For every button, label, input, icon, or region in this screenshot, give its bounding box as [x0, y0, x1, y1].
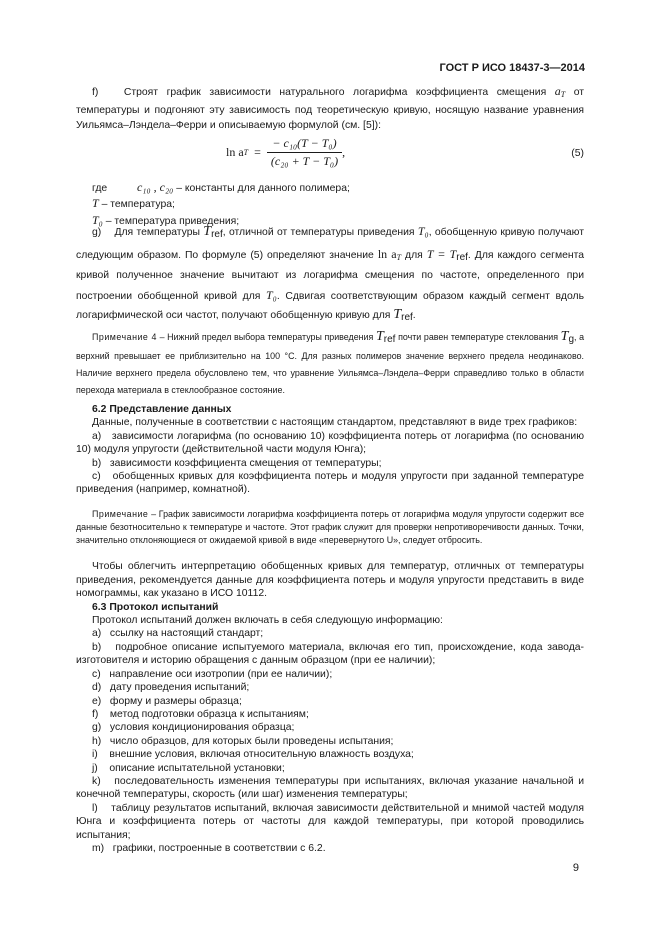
sections-6-2-6-3	[76, 403, 584, 855]
note-4-text-2: почти равен температуре стеклования	[398, 332, 559, 342]
para-g-text-1: g) Для температуры	[92, 227, 200, 238]
note-4-g-sub: g	[568, 334, 575, 345]
formula-lhs-sub: T	[243, 147, 249, 157]
page-number: 9	[572, 862, 579, 874]
note-4-label: Примечание 4	[92, 332, 157, 342]
paragraph-f	[76, 84, 584, 134]
para-g-Tref: T	[203, 224, 212, 239]
formula-denominator: (c₂₀ + T − T₀)	[270, 154, 339, 168]
list-item: k) последовательность изменения температуры при испытаниях, включая указание начальной и конечной температуры, скорость (или шаг) изменения температуры;	[76, 775, 584, 801]
para-g-text-6: . Сдвигая соответствующим образом каждый сегмент вдоль логарифмической оси частот, получают обобщенную кривую для	[76, 290, 584, 321]
para-g-T0b: T₀	[266, 287, 277, 302]
where-T0-desc: – температура приведения;	[105, 215, 240, 227]
symbol-a-sub: T	[560, 90, 566, 99]
formula-5	[76, 134, 584, 180]
para-g-text-2: , отличной от температуры приведения	[222, 227, 415, 238]
note-4-Tg: T	[560, 329, 569, 344]
para-g-TeqTref-sub: ref	[456, 251, 468, 263]
formula-equals: =	[254, 144, 261, 159]
list-item: g) условия кондиционирования образца;	[92, 722, 295, 734]
note-4-text-3: , а верхний превышает ее приблизительно на 100 °С. Для разных полимеров значение верхнего предела неодинаково. Наличие верхнего предела обусловлено тем, что уравнение Уильямса–Лэндела–Ферри справедливо только в области перехода материала в стеклообразное состояние.	[76, 332, 585, 395]
para-g-text-4: для	[405, 249, 423, 261]
section-6-3-intro: Протокол испытаний должен включать в себя следующую информацию:	[92, 615, 443, 627]
where-T0-symbol: T₀	[92, 212, 103, 227]
para-g-Tref2: T	[393, 307, 402, 322]
formula-fraction	[267, 136, 342, 170]
note-4-text-1: – Нижний предел выбора температуры приведения	[159, 332, 374, 342]
para-f-text-2: от температуры и подгоняют эту зависимость под теоретическую кривую, носящую название уравнения Уильямса–Лэндела–Ферри и описываемую формулой (см. [5]):	[76, 87, 585, 131]
list-item: j) описание испытательной установки;	[92, 762, 285, 774]
where-T-line	[76, 196, 584, 213]
symbol-a: a	[554, 84, 561, 98]
list-item: b) подробное описание испытуемого материала, включая его тип, происхождение, кода завода-изготовителя и историю обращения с данным образцом (при ее наличии);	[76, 641, 584, 667]
section-6-2-intro: Данные, полученные в соответствии с настоящим стандартом, представляют в виде трех графиков:	[92, 417, 578, 429]
list-item: l) таблицу результатов испытаний, включая зависимости действительной и мнимой частей модуля Юнга и коэффициента потерь от частоты для каждой температуры, при которой проводились испытания;	[76, 802, 584, 841]
list-item: f) метод подготовки образца к испытаниям;	[92, 708, 309, 720]
paragraph-g-block	[76, 222, 584, 328]
para-g-ref-sub: ref	[211, 229, 223, 240]
section-6-3-title: 6.3 Протокол испытаний	[92, 601, 219, 613]
list-item: i) внешние условия, включая относительную влажность воздуха;	[92, 749, 414, 761]
note-4	[76, 328, 584, 399]
where-T-symbol: T	[92, 196, 99, 210]
list-item: e) форму и размеры образца;	[92, 695, 242, 707]
para-g-T0: T₀	[417, 224, 429, 238]
formula-lhs: ln a	[226, 144, 244, 159]
where-c-symbols: c₁₀ , c₂₀	[136, 179, 174, 194]
formula-body	[226, 136, 345, 170]
where-c-desc: – константы для данного полимера;	[176, 182, 350, 194]
note-4-block	[76, 328, 584, 399]
list-item: h) число образцов, для которых были проведены испытания;	[92, 735, 394, 747]
list-item: m) графики, построенные в соответствии с 6.2.	[92, 842, 326, 854]
document-header: ГОСТ Р ИСО 18437-3—2014	[439, 62, 585, 74]
para-g-ref2-sub: ref	[401, 312, 413, 323]
where-label: где	[92, 182, 108, 194]
section-6-2-closing: Чтобы облегчить интерпретацию обобщенных кривых для температур, отличных от температуры приведения, рекомендуется данные для коэффициента потерь и модуля упругости представить в виде номограммы, как указано в ИСО 10112.	[76, 561, 584, 600]
list-item: c) обобщенных кривых для коэффициента потерь и модуля упругости при заданной температуре приведения (например, комнатной).	[76, 471, 584, 496]
section-6-2-note	[76, 508, 584, 548]
para-g-lnaT: ln a	[377, 246, 397, 261]
paragraph-g	[76, 222, 584, 328]
note-4-ref-sub: ref	[383, 334, 396, 345]
section-6-1-continuation	[76, 84, 584, 229]
para-g-text-5: . Для каждого сегмента кривой полученное значение вычитают из логарифма смещения по частоте, определенного при построении обобщенной кривой для	[76, 249, 585, 302]
equation-number: (5)	[571, 147, 584, 159]
section-6-3-list	[76, 627, 584, 855]
para-g-text-3: , обобщенную кривую получают следующим образом. По формуле (5) определяют значение	[76, 227, 584, 261]
section-6-2-title: 6.2 Представление данных	[92, 404, 232, 415]
list-item: b) зависимости коэффициента смещения от температуры;	[92, 457, 382, 469]
where-c-line	[76, 180, 584, 197]
section-6-2-list	[76, 430, 584, 497]
list-item: a) зависимости логарифма (по основанию 10) коэффициента потерь от логарифма (по основанию 10) модуля упругости (действительной части модуля Юнга);	[76, 430, 584, 456]
list-item: d) дату проведения испытаний;	[92, 682, 250, 694]
section-6-2-note-label: Примечание	[92, 508, 149, 519]
list-item: c) направление оси изотропии (при ее наличии);	[92, 668, 333, 680]
para-g-lnaT-sub: T	[396, 252, 402, 262]
note-4-Tref: T	[375, 329, 384, 344]
para-g-TeqTref: T = T	[426, 246, 457, 261]
formula-trail: ,	[342, 144, 346, 159]
list-item: a) ссылку на настоящий стандарт;	[92, 628, 264, 640]
para-g-text-7: .	[412, 310, 416, 321]
formula-numerator: − c₁₀(T − T₀)	[267, 136, 342, 154]
para-f-text-1: f) Строят график зависимости натурального логарифма коэффициента смещения	[92, 87, 547, 98]
section-6-2-note-text: – График зависимости логарифма коэффициента потерь от логарифма модуля упругости содержит все данные безотносительно к температуре и частоте. Этот график служит для проверки непротиворечивости данных. Точки, значительно отклоняющиеся от ожидаемой кривой в виде «перевернутого U», следует отбросить.	[76, 508, 585, 546]
where-T-desc: – температура;	[101, 199, 175, 210]
